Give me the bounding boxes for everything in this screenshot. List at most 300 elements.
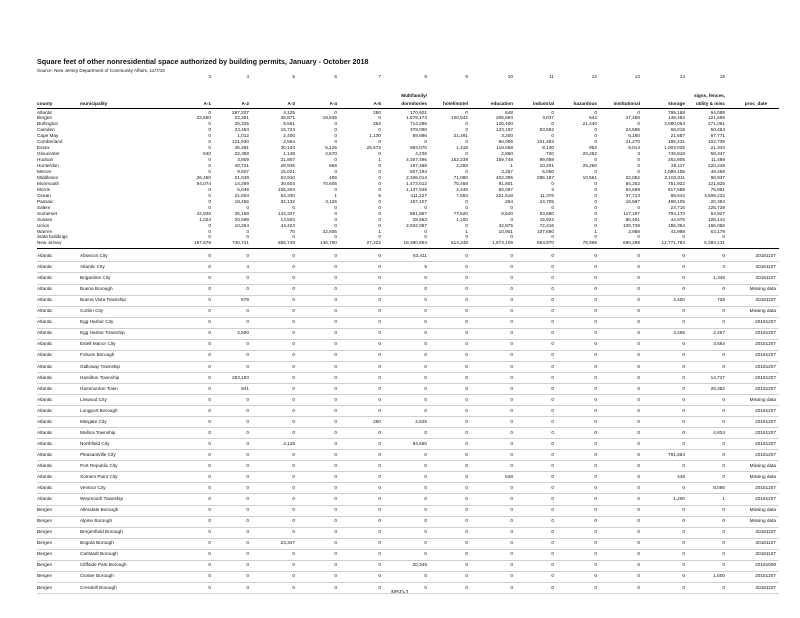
muni-row-value: 0 [551, 253, 554, 258]
muni-row-value: 3 [722, 264, 725, 270]
muni-row-value: 0 [424, 474, 427, 479]
county-row-value: 1,089,106 [664, 169, 685, 174]
muni-row-value: 0 [246, 573, 249, 579]
muni-row-value: 0 [334, 462, 337, 468]
muni-row-value: 0 [465, 352, 468, 358]
muni-row-value: 0 [424, 275, 427, 281]
muni-row-value: 28,352 [710, 385, 725, 391]
muni-row-value: 0 [465, 485, 468, 491]
county-row-value: 0 [465, 198, 468, 204]
county-row-value: 271,061 [708, 121, 725, 127]
muni-row-value: 0 [594, 319, 597, 325]
county-row-value: 853,870 [537, 240, 554, 246]
muni-row-value: 0 [334, 407, 337, 413]
county-row-value: 21,491 [453, 133, 468, 139]
county-row-value: 26,460 [196, 174, 211, 180]
muni-row-value: 0 [378, 374, 381, 380]
muni-row-value: 0 [334, 451, 337, 457]
muni-row-value: 0 [208, 363, 211, 369]
muni-row-value: 0 [594, 584, 597, 590]
header-a4: A-4 [329, 101, 337, 106]
muni-row-value: 0 [292, 396, 295, 402]
county-row-value: 0 [246, 234, 249, 240]
muni-row-value: 0 [551, 474, 554, 479]
muni-row-value: 0 [594, 396, 597, 402]
muni-row-value: 0 [682, 374, 685, 380]
muni-row-value: 0 [465, 286, 468, 292]
county-row-value: 166,065 [708, 222, 725, 228]
muni-row-value: 0 [292, 374, 295, 380]
muni-row-county: Bergen [37, 518, 53, 524]
muni-row-county: Bergen [37, 540, 53, 546]
county-row-value: 10,201 [539, 163, 554, 169]
county-row-name: Atlantic [37, 109, 53, 115]
muni-row-value: 0 [334, 551, 337, 557]
county-row-value: 0 [334, 133, 337, 139]
muni-row-value: 0 [424, 407, 427, 413]
county-row-value: 96,006 [498, 139, 513, 145]
muni-row-value: 0 [465, 573, 468, 579]
county-row-value: 0 [334, 121, 337, 127]
muni-row-value: 0 [594, 529, 597, 535]
muni-row-value: 0 [334, 286, 337, 292]
county-row-value: 0 [378, 115, 381, 121]
muni-row-proc-date: Missing data [749, 396, 776, 402]
county-row-value: 98,642 [670, 192, 685, 198]
muni-row-value: 0 [510, 507, 513, 513]
county-row-value: 406 [329, 174, 337, 180]
muni-row-value: 0 [510, 407, 513, 413]
muni-row-value: 1,348 [713, 275, 725, 281]
county-row-value: 0 [594, 204, 597, 210]
county-row-value: 542 [589, 115, 597, 121]
county-row-value: 3 [246, 228, 249, 234]
county-row-value: 41,988 [670, 228, 685, 234]
muni-row-value: 0 [637, 474, 640, 479]
county-row-value: 714,286 [410, 121, 427, 127]
county-row-value: 0 [378, 163, 381, 169]
muni-row-value: 0 [551, 385, 554, 391]
muni-row-value: 0 [292, 507, 295, 513]
county-row-value: 20,394 [710, 198, 725, 204]
muni-row-county: Atlantic [37, 429, 53, 435]
muni-row-value: 0 [424, 507, 427, 513]
muni-row-value: 0 [551, 363, 554, 369]
muni-row-value: 0 [637, 396, 640, 402]
muni-row-value: 0 [551, 551, 554, 557]
muni-row-value: 0 [594, 562, 597, 568]
county-row-value: 690,298 [623, 240, 640, 246]
county-row-name: Burlington [37, 121, 59, 127]
county-row-value: 0 [246, 204, 249, 210]
county-row-value: 0 [594, 216, 597, 222]
muni-row-value: 0 [334, 363, 337, 369]
muni-row-value: 0 [208, 462, 211, 468]
muni-row-value: 0 [246, 429, 249, 435]
county-row-value: 2,932,097 [406, 222, 427, 228]
county-row-value: 155,364 [668, 222, 685, 228]
muni-row-value: 0 [378, 584, 381, 590]
county-row-value: 18,390,864 [403, 240, 427, 246]
muni-row-value: 0 [292, 275, 295, 281]
muni-row-value: 0 [378, 363, 381, 369]
muni-row-county: Atlantic [37, 396, 53, 402]
county-row-name: State buildings [37, 234, 68, 240]
county-row-value: 49,468 [710, 169, 725, 174]
county-row-value: 1 [334, 192, 337, 198]
county-row-value: 136,760 [320, 240, 337, 246]
muni-row-value: 1,500 [713, 573, 725, 579]
county-row-value: 40,721 [234, 163, 249, 169]
muni-row-value: 0 [246, 396, 249, 402]
muni-row-county: Bergen [37, 584, 53, 590]
county-row-value: 0 [465, 139, 468, 145]
muni-row-value: 0 [334, 297, 337, 303]
muni-row-value: 0 [594, 573, 597, 579]
county-row-value: 1 [378, 228, 381, 234]
muni-row-value: 0 [208, 562, 211, 568]
muni-row-value: 0 [465, 451, 468, 457]
county-row-value: 22,550 [196, 115, 211, 121]
muni-row-municipality: Buena Borough [80, 286, 113, 292]
muni-row-value: 648 [505, 474, 513, 479]
county-row-value: 15,021 [280, 169, 295, 174]
muni-row-value: 0 [722, 440, 725, 446]
muni-row-value: 0 [246, 440, 249, 446]
muni-row-value: 0 [551, 286, 554, 292]
muni-row-value: 0 [292, 319, 295, 325]
muni-row-value: 0 [510, 264, 513, 270]
muni-row-value: 0 [292, 385, 295, 391]
county-row-value: 0 [594, 180, 597, 186]
county-row-value: 84,252 [625, 180, 640, 186]
muni-row-value: 0 [334, 352, 337, 358]
county-row-value: 817,588 [668, 186, 685, 192]
muni-row-value: 0 [594, 507, 597, 513]
muni-row-value: 0 [465, 407, 468, 413]
muni-row-value: 0 [208, 518, 211, 524]
muni-row-value: 0 [292, 429, 295, 435]
row-separator [37, 560, 779, 561]
header-county: county [37, 101, 53, 106]
muni-row-municipality: Brigantine City [80, 275, 111, 281]
county-row-value: 1,012 [237, 133, 249, 139]
muni-row-county: Bergen [37, 562, 53, 568]
muni-row-value: 0 [551, 573, 554, 579]
muni-row-value: 0 [334, 429, 337, 435]
muni-row-value: 8,086 [713, 485, 725, 491]
muni-row-municipality: Linwood City [80, 396, 107, 402]
muni-row-value: 0 [465, 462, 468, 468]
county-row-value: 513,248 [451, 240, 468, 246]
county-row-value: 0 [208, 222, 211, 228]
muni-row-municipality: Margate City [80, 418, 107, 424]
county-row-value: 21,657 [670, 133, 685, 139]
county-row-value: 0 [208, 198, 211, 204]
muni-row-value: 0 [682, 319, 685, 325]
header-a5: A-5 [373, 101, 381, 106]
muni-row-value: 0 [465, 562, 468, 568]
muni-row-county: Bergen [37, 529, 53, 535]
muni-row-value: 0 [594, 418, 597, 424]
county-row-value: 0 [334, 157, 337, 163]
muni-row-proc-date: 20181207 [755, 374, 776, 380]
column-number: 8 [424, 74, 427, 79]
header-dormitories: dormitories [401, 101, 427, 106]
county-row-value: 30,603 [280, 180, 295, 186]
county-row-value: 63,179 [710, 228, 725, 234]
column-number: 3 [208, 74, 211, 79]
muni-row-value: 0 [292, 518, 295, 524]
county-row-value: 0 [594, 139, 597, 145]
muni-row-value: 0 [424, 573, 427, 579]
muni-row-value: 0 [378, 253, 381, 258]
muni-row-value: 728 [717, 297, 725, 303]
county-row-value: 100,542 [451, 115, 468, 121]
muni-row-value: 941 [241, 385, 249, 391]
header-proc-date: proc_date [744, 101, 768, 106]
muni-row-county: Atlantic [37, 407, 53, 413]
muni-row-value: 0 [424, 584, 427, 590]
county-row-value: 30,103 [280, 145, 295, 151]
muni-row-value: 2,467 [713, 330, 725, 336]
muni-row-value: 0 [510, 573, 513, 579]
row-separator [37, 549, 779, 550]
muni-row-value: 0 [334, 385, 337, 391]
county-row-value: 71,080 [453, 174, 468, 180]
muni-row-value: 0 [551, 440, 554, 446]
muni-row-value: 0 [682, 562, 685, 568]
muni-row-value: 0 [637, 341, 640, 347]
muni-row-value: 0 [208, 529, 211, 535]
muni-row-value: 0 [551, 374, 554, 380]
muni-row-value: 0 [334, 573, 337, 579]
muni-row-value: 0 [334, 529, 337, 535]
county-row-value: 751,922 [668, 180, 685, 186]
county-row-value: 11,488 [711, 157, 725, 163]
county-row-value: 3,037 [542, 115, 554, 121]
muni-row-value: 0 [510, 341, 513, 347]
muni-row-value: 4,125 [283, 440, 295, 446]
county-row-value: 1 [510, 163, 513, 169]
muni-row-value: 0 [722, 474, 725, 479]
county-row-value: 106,739 [623, 222, 640, 228]
muni-row-value: 0 [682, 363, 685, 369]
muni-row-value: 0 [594, 474, 597, 479]
muni-row-value: 0 [637, 418, 640, 424]
muni-row-value: 0 [637, 319, 640, 325]
county-row-value: 2,400 [283, 133, 295, 139]
county-row-value: 77,520 [453, 210, 468, 216]
county-row-value: 144,327 [278, 210, 295, 216]
muni-row-value: 2,500 [237, 330, 249, 336]
county-row-value: 0 [378, 139, 381, 145]
muni-row-municipality: Closter Borough [80, 573, 114, 579]
muni-row-proc-date: Missing data [749, 286, 776, 292]
county-row-value: 740,741 [232, 240, 249, 246]
county-row-value: 0 [594, 210, 597, 216]
muni-row-value: 0 [292, 462, 295, 468]
muni-row-value: 0 [208, 319, 211, 325]
county-row-value: 1 [465, 228, 468, 234]
county-row-value: 648 [505, 109, 513, 115]
county-row-value: 262 [373, 121, 381, 127]
muni-row-value: 0 [722, 462, 725, 468]
muni-row-proc-date: Missing data [749, 308, 776, 314]
county-row-value: 121,825 [708, 180, 725, 186]
muni-row-value: 0 [334, 584, 337, 590]
muni-row-value: 0 [424, 518, 427, 524]
muni-row-value: 0 [637, 286, 640, 292]
county-row-value: 720 [546, 151, 554, 157]
county-row-value: 0 [682, 234, 685, 240]
muni-row-value: 0 [551, 562, 554, 568]
row-separator [37, 372, 779, 373]
row-separator [37, 405, 779, 406]
county-row-value: 0 [465, 234, 468, 240]
county-row-value: 70 [289, 228, 295, 234]
muni-row-value: 0 [594, 253, 597, 258]
muni-row-proc-date: 20181107 [755, 297, 776, 303]
muni-row-value: 0 [465, 308, 468, 314]
county-row-value: 27,222 [366, 240, 381, 246]
muni-row-value: 0 [378, 407, 381, 413]
county-summary-rule [37, 248, 779, 249]
row-separator [37, 339, 779, 340]
county-row-value: 0 [465, 169, 468, 174]
muni-row-value: 3,456 [673, 330, 685, 336]
muni-row-value: 0 [465, 440, 468, 446]
muni-row-municipality: Absecon City [80, 253, 108, 258]
muni-row-value: 0 [246, 341, 249, 347]
county-row-value: 32,132 [280, 198, 295, 204]
county-row-value: 68,019 [670, 127, 685, 133]
muni-row-county: Atlantic [37, 374, 53, 380]
county-row-value: 0 [465, 222, 468, 228]
muni-row-value: 0 [722, 518, 725, 524]
county-row-value: 0 [334, 210, 337, 216]
county-row-value: 76,951 [710, 186, 725, 192]
row-separator [37, 482, 779, 483]
row-separator [37, 272, 779, 273]
muni-row-value: 0 [510, 385, 513, 391]
county-row-value: 9,551 [283, 121, 295, 127]
muni-row-value: 0 [510, 396, 513, 402]
muni-row-proc-date: 20181107 [755, 551, 776, 557]
county-row-value: 3,809 [237, 157, 249, 163]
muni-row-value: 0 [378, 308, 381, 314]
county-row-value: 0 [334, 222, 337, 228]
row-separator [37, 471, 779, 472]
county-row-value: 53,910 [280, 174, 295, 180]
county-row-value: 106,203 [278, 186, 295, 192]
county-row-value: 1,473,512 [406, 180, 427, 186]
row-separator [37, 416, 779, 417]
muni-row-value: 0 [510, 451, 513, 457]
county-row-value: 0 [510, 234, 513, 240]
muni-row-value: 0 [292, 529, 295, 535]
muni-row-value: 0 [246, 275, 249, 281]
county-row-value: 29,563 [412, 216, 427, 222]
county-row-value: 159,748 [496, 157, 513, 163]
county-row-value: 170,601 [410, 109, 427, 115]
muni-row-proc-date: 20181207 [755, 451, 776, 457]
county-row-value: 0 [510, 204, 513, 210]
muni-row-value: 0 [334, 562, 337, 568]
muni-row-value: 0 [246, 407, 249, 413]
county-row-value: 20,599 [234, 216, 249, 222]
county-row-value: 23,463 [234, 127, 249, 133]
county-row-value: 80,451 [625, 216, 640, 222]
muni-row-value: 0 [594, 330, 597, 336]
muni-row-value: 0 [378, 562, 381, 568]
county-row-value: 59,347 [710, 151, 725, 157]
muni-row-county: Atlantic [37, 440, 53, 446]
county-row-value: 1,130 [369, 133, 381, 139]
muni-row-proc-date: 20181207 [755, 573, 776, 579]
muni-row-value: 0 [378, 275, 381, 281]
muni-row-county: Atlantic [37, 462, 53, 468]
county-row-value: 0 [378, 210, 381, 216]
county-row-value: 0 [334, 234, 337, 240]
muni-row-value: 0 [551, 429, 554, 435]
county-row-value: 0 [208, 109, 211, 115]
muni-row-value: 0 [682, 429, 685, 435]
muni-row-value: 0 [722, 562, 725, 568]
county-row-value: 7,693 [456, 192, 468, 198]
county-row-value: 0 [551, 133, 554, 139]
county-row-value: 91,801 [498, 180, 513, 186]
muni-row-value: 0 [292, 496, 295, 502]
muni-row-value: 0 [424, 496, 427, 502]
county-row-value: 952 [589, 145, 597, 151]
muni-row-value: 0 [551, 418, 554, 424]
muni-row-value: 0 [510, 308, 513, 314]
muni-row-value: 0 [378, 319, 381, 325]
muni-row-value: 1 [722, 496, 725, 502]
muni-row-value: 0 [722, 551, 725, 557]
muni-row-value: 0 [424, 540, 427, 546]
county-row-value: 25,158 [234, 210, 249, 216]
muni-row-county: Bergen [37, 507, 53, 513]
muni-row-value: 0 [465, 496, 468, 502]
muni-row-proc-date: 20181207 [755, 418, 776, 424]
muni-row-value: 0 [465, 319, 468, 325]
county-row-value: 0 [334, 186, 337, 192]
muni-row-proc-date: 20181207 [755, 363, 776, 369]
muni-row-value: 0 [594, 341, 597, 347]
muni-row-proc-date: 20181207 [755, 385, 776, 391]
muni-row-value: 0 [682, 286, 685, 292]
county-row-value: 4,125 [283, 109, 295, 115]
muni-row-value: 0 [378, 573, 381, 579]
muni-row-value: 0 [246, 584, 249, 590]
county-row-value: 851,867 [410, 210, 427, 216]
muni-row-value: 0 [246, 319, 249, 325]
county-row-value: 2,326,014 [406, 174, 427, 180]
county-row-value: 402,395 [496, 174, 513, 180]
muni-row-value: 0 [208, 286, 211, 292]
county-row-value: 0 [551, 180, 554, 186]
muni-row-value: 0 [637, 275, 640, 281]
muni-row-value: 0 [594, 352, 597, 358]
county-row-value: 0 [208, 234, 211, 240]
muni-row-value: 0 [510, 374, 513, 380]
county-row-value: 666 [329, 163, 337, 169]
muni-row-value: 0 [637, 429, 640, 435]
muni-row-value: 0 [682, 407, 685, 413]
muni-row-value: 0 [378, 286, 381, 292]
